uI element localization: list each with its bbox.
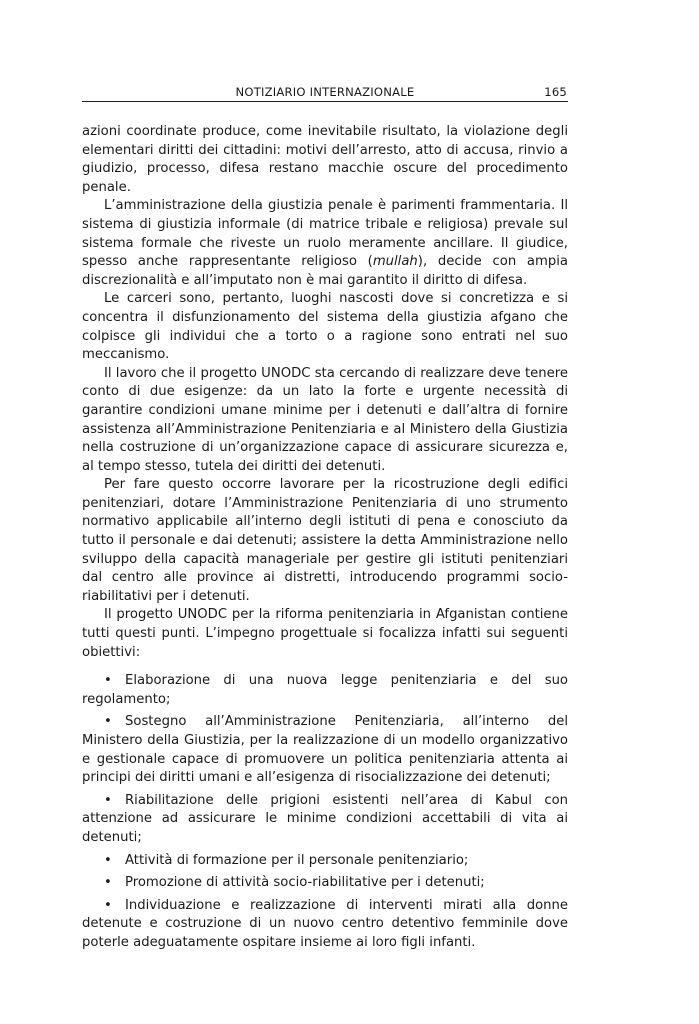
bullet-icon: • [104,897,112,913]
bullet-item [82,672,568,709]
bullet-icon: • [104,852,112,868]
page-number: 165 [544,85,567,99]
bullet-icon: • [104,875,112,891]
running-title: NOTIZIARIO INTERNAZIONALE [235,85,415,99]
bullet-text: Promozione di attività socio-riabilitative per i detenuti; [125,875,485,891]
paragraph: azioni coordinate produce, come inevitabile risultato, la violazione degli elementari diritti dei cittadini: motivi dell’arresto, atto di accusa, rinvio a giudizio, processo, difesa restano macchie oscure del procedimento penale. [82,124,568,195]
bullet-text: Attività di formazione per il personale penitenziario; [125,852,469,868]
bullet-item [82,713,568,787]
paragraph-text: L’amministrazione della giustizia penale è parimenti frammentaria. Il sistema di giustizia informale (di matrice tribale e religiosa) prevale sul sistema formale che riveste un ruolo meramente ancillare. Il giudice, spesso anche rappresentante religioso ( [82,198,568,270]
bullet-text: Elaborazione di una nuova legge penitenziaria e del suo regolamento; [82,673,568,707]
paragraph [82,197,568,290]
italic-term: mullah [372,254,418,270]
bullet-text: Sostegno all’Amministrazione Penitenziaria, all’interno del Ministero della Giustizia, per la realizzazione di un modello organizzativo e gestionale capace di promuovere un politica penitenziaria attenta ai principi dei diritti umani e all’esigenza di risocializzazione dei detenuti; [82,714,568,786]
document-page [82,84,568,953]
paragraph: Il progetto UNODC per la riforma penitenziaria in Afganistan contiene tutti questi punti. L’impegno progettuale si focalizza infatti sui seguenti obiettivi: [82,607,568,660]
paragraph: Le carceri sono, pertanto, luoghi nascosti dove si concretizza e si concentra il disfunzionamento del sistema della giustizia afgano che colpisce gli individui che a torto o a ragione sono entrati nel suo meccanismo. [82,291,568,363]
bullet-item [82,874,568,893]
bullet-item [82,792,568,848]
paragraph: Il lavoro che il progetto UNODC sta cercando di realizzare deve tenere conto di due esigenze: da un lato la forte e urgente necessità di garantire condizioni umane minime per i detenuti e dall’altra di fornire assistenza all’Amministrazione Penitenziaria e al Ministero della Giustizia nella costruzione di un’organizzazione capace di assicurare sicurezza e, al tempo stesso, tutela dei diritti dei detenuti. [82,365,568,474]
bullet-text: Riabilitazione delle prigioni esistenti nell’area di Kabul con attenzione ad assicurare le minime condizioni accettabili di vita ai detenuti; [82,792,568,845]
body-text [82,123,568,953]
running-header [82,84,568,102]
bullet-icon: • [104,792,112,808]
paragraph-text: ), decide con ampia discrezionalità e all’imputato non è mai garantito il diritto di difesa. [82,254,568,288]
bullet-icon: • [104,714,112,730]
bullet-item [82,897,568,953]
bullet-text: Individuazione e realizzazione di interventi mirati alla donne detenute e costruzione di un nuovo centro detentivo femminile dove poterle adeguatamente ospitare insieme ai loro figli infanti. [82,897,568,950]
bullet-item [82,852,568,871]
paragraph: Per fare questo occorre lavorare per la ricostruzione degli edifici penitenziari, dotare l’Amministrazione Penitenziaria di uno strumento normativo applicabile all’interno degli istituti di pena e conosciuto da tutto il personale e dai detenuti; assistere la detta Amministrazione nello sviluppo della capacità manageriale per gestire gli istituti penitenziari dal centro alle province ai distretti, introducendo programmi socio-riabilitativi per i detenuti. [82,477,568,604]
bullet-icon: • [104,673,112,689]
